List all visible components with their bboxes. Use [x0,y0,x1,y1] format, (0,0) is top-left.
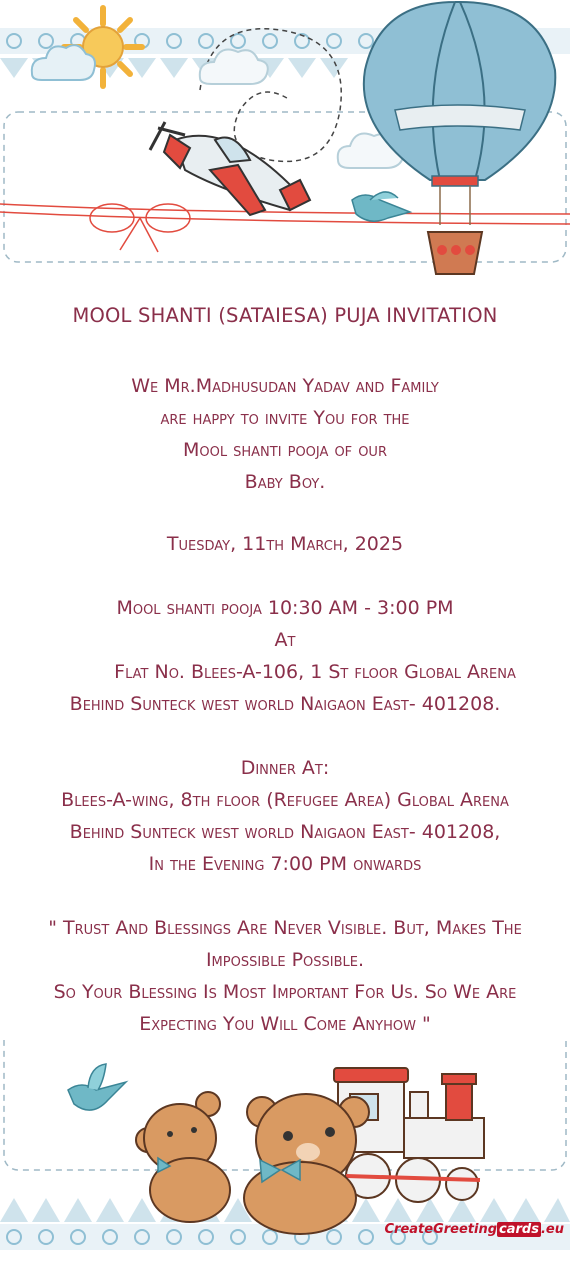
quote-line-3: So Your Blessing Is Most Important For Us. So We Are [53,981,517,1003]
intro-line-1: We Mr.Madhusudan Yadav and Family [131,375,439,397]
teddy-bear-small [136,1092,230,1222]
cloud-center [200,50,268,84]
bird-top [352,192,410,221]
venue-line-2: Behind Sunteck west world Naigaon East- 401208. [69,693,501,715]
event-date: Tuesday, 11th March, 2025 [166,533,404,555]
top-illustration [0,0,570,300]
quote-line-1: " Trust And Blessings Are Never Visible. But, Makes The [48,917,522,939]
dinner-label: Dinner At: [240,757,330,779]
bow [90,204,190,252]
createGreetingcards-logo [385,1222,564,1237]
event-time: Mool shanti pooja 10:30 AM - 3:00 PM [116,597,454,619]
quote-line-4: Expecting You Will Come Anyhow " [139,1013,431,1035]
airplane [150,122,310,215]
dinner-line-1: Blees-A-wing, 8th floor (Refugee Area) Global Arena [61,789,509,811]
dinner-line-3: In the Evening 7:00 PM onwards [148,853,422,875]
intro-line-2: are happy to invite You for the [160,407,410,429]
venue-line-1: Flat No. Blees-A-106, 1 St floor Global Arena [114,661,516,683]
dinner-line-2: Behind Sunteck west world Naigaon East- 401208, [69,821,501,843]
hot-air-balloon [364,2,555,274]
bird-bottom [68,1064,126,1110]
logo-text-main: CreateGreeting [384,1222,498,1237]
intro-line-3: Mool shanti pooja of our [183,439,387,461]
intro-line-4: Baby Boy. [244,471,326,493]
at-label: At [274,629,296,651]
logo-text-cards: cards [499,1222,539,1237]
quote-line-2: Impossible Possible. [205,949,365,971]
invitation-title: MOOL SHANTI (SATAIESA) PUJA INVITATION [72,304,498,327]
logo-text-tld: .eu [540,1222,564,1237]
